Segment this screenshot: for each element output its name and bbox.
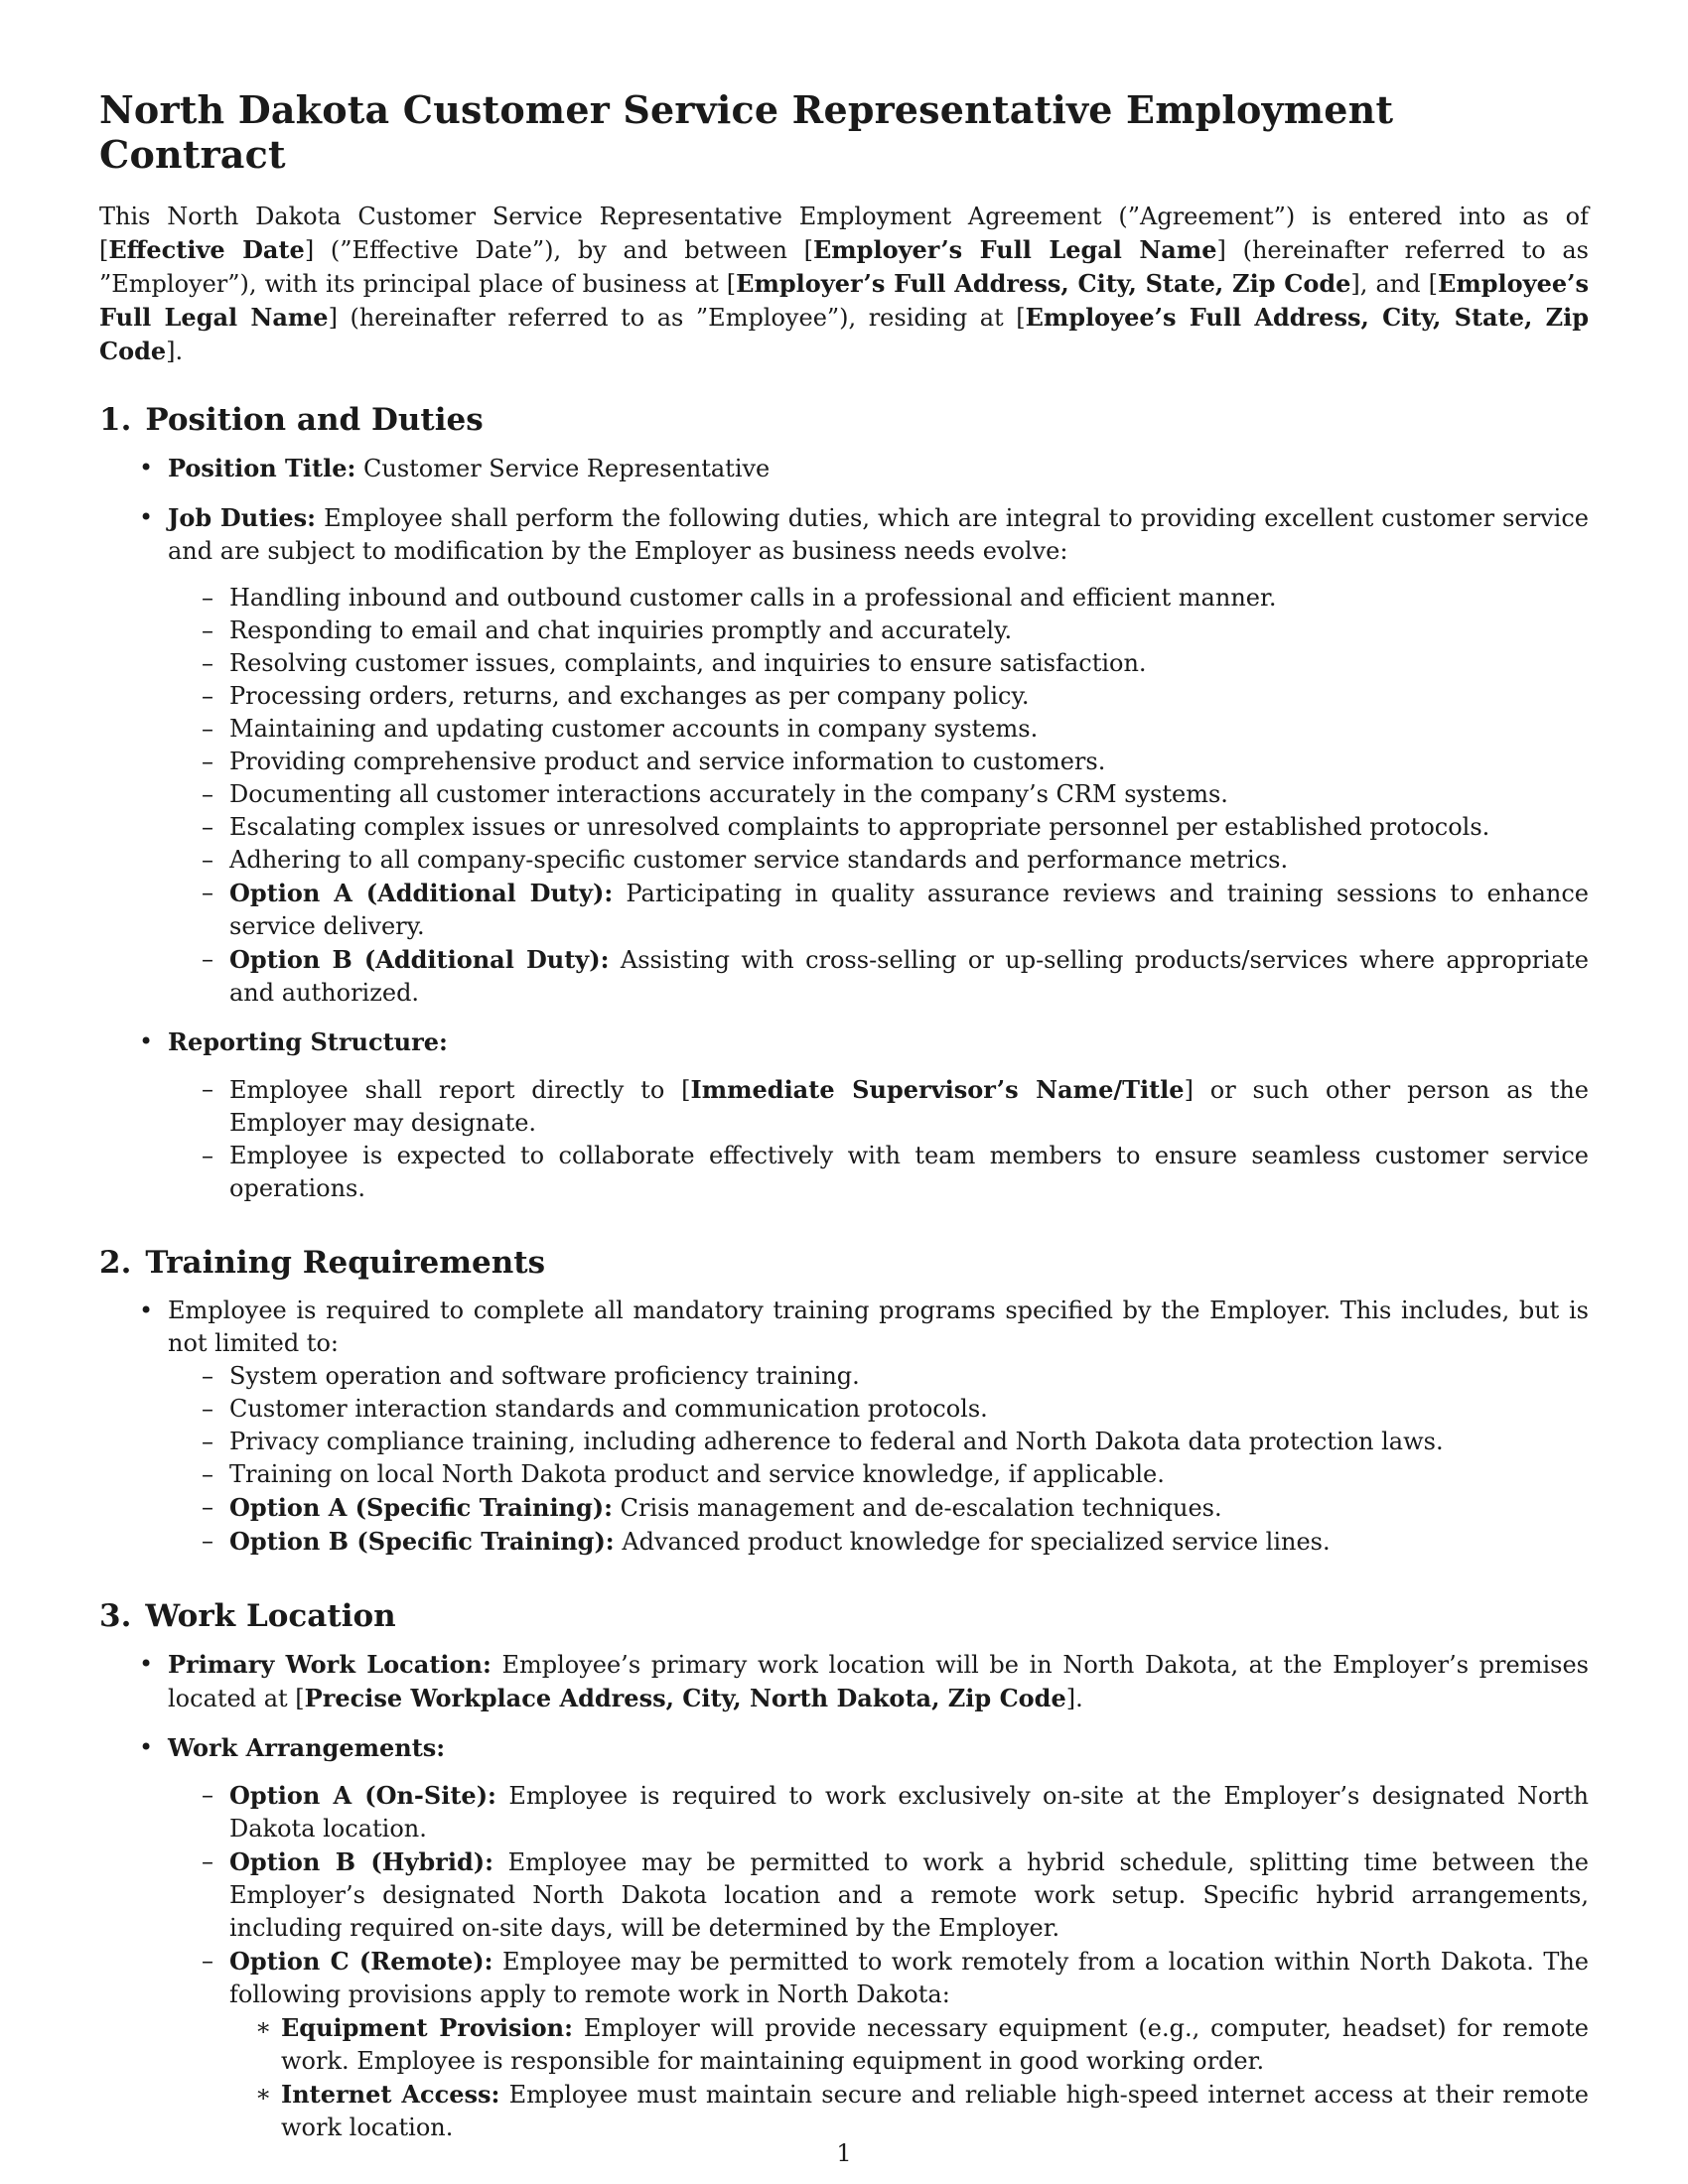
remote-provisions-list [229,2011,1589,2144]
list-item: – Employee shall report directly to [Immediate Supervisor’s Name/Title] or such other person as the Employer may designate. [168,1073,1589,1140]
section-position-and-duties [99,402,1589,1205]
employee-address-placeholder: Employee’s Full Address, City, State, Zip Code [99,303,1589,365]
employer-address-placeholder: Employer’s Full Address, City, State, Zip Code [736,269,1351,298]
list-item: – System operation and software proficiency training. [168,1360,1589,1393]
section-list [99,1648,1589,2144]
list-item: – Employee is expected to collaborate effectively with team members to ensure seamless customer service operations. [168,1140,1589,1205]
list-item-job-duties: • Job Duties: Employee shall perform the following duties, which are integral to providing excellent customer service and are subject to modification by the Employer as business needs evolve: – Handling inbound and outbound customer calls in a professional and efficient manner. – Responding to email and chat inquiries promptly and accurately. – Resolving customer issues, complaints, and inquiries to ensure satisfaction. – Processing orders, returns, and exchanges as per company policy. – Maintaining and updating customer accounts in company systems. – Providing comprehensive product and service information to customers. – Documenting all customer interactions accurately in the company’s CRM systems. – Escalating complex issues or unresolved complaints to appropriate personnel per established protocols. – Adhering to all company-specific customer service standards and performance metrics. – Option A (Additional Duty): Participating in quality assurance reviews and training sessions to enhance service delivery. – Option B (Additional Duty): Assisting with cross-selling or up-selling products/services where appropriate and authorized. [99,501,1589,1010]
list-item-option-a: – Option A (Additional Duty): Participating in quality assurance reviews and training sessions to enhance service delivery. [168,877,1589,943]
employee-name-placeholder: Employee’s Full Legal Name [99,269,1589,332]
section-training-requirements [99,1245,1589,1559]
list-item-option-b: – Option B (Additional Duty): Assisting with cross-selling or up-selling products/services where appropriate and authorized. [168,943,1589,1010]
list-item: – Maintaining and updating customer accounts in company systems. [168,713,1589,746]
section-list [99,1295,1589,1559]
document-page [99,87,1589,2184]
list-item-primary-location: • Primary Work Location: Employee’s primary work location will be in North Dakota, at the Employer’s premises located at [Precise Workplace Address, City, North Dakota, Zip Code]. [99,1648,1589,1715]
list-item: – Providing comprehensive product and service information to customers. [168,746,1589,778]
duties-list [168,582,1589,1010]
workplace-address-placeholder: Precise Workplace Address, City, North Dakota, Zip Code [304,1684,1066,1712]
list-item-option-a: – Option A (On-Site): Employee is required to work exclusively on-site at the Employer’s designated North Dakota location. [168,1779,1589,1845]
section-heading: 1. Position and Duties [99,402,484,438]
list-item-training: • Employee is required to complete all mandatory training programs specified by the Employer. This includes, but is not limited to: – System operation and software proficiency training. – Customer interaction standards and communication protocols. – Privacy compliance training, including adherence to federal and North Dakota data protection laws. – Training on local North Dakota product and service knowledge, if applicable. – Option A (Specific Training): Crisis management and de-escalation techniques. – Option B (Specific Training): Advanced product knowledge for specialized service lines. [99,1295,1589,1559]
document-title: North Dakota Customer Service Representative Employment Contract [99,87,1394,177]
employer-name-placeholder: Employer’s Full Legal Name [812,235,1217,264]
section-work-location [99,1598,1589,2144]
list-item-option-c: – Option C (Remote): Employee may be permitted to work remotely from a location within North Dakota. The following provisions apply to remote work in North Dakota: ∗ Equipment Provision: Employer will provide necessary equipment (e.g., computer, headset) for remote work. Employee is responsible for maintaining equipment in good working order. ∗ Internet Access: Employee must maintain secure and reliable high-speed internet access at their remote work location. [168,1945,1589,2144]
section-heading: 3. Work Location [99,1598,396,1634]
list-item-option-b: – Option B (Specific Training): Advanced product knowledge for specialized service lines. [168,1525,1589,1559]
list-item-option-b: – Option B (Hybrid): Employee may be permitted to work a hybrid schedule, splitting time between the Employer’s designated North Dakota location and a remote work setup. Specific hybrid arrangements, including required on-site days, will be determined by the Employer. [168,1845,1589,1945]
section-list [99,452,1589,1205]
list-item: – Escalating complex issues or unresolved complaints to appropriate personnel per established protocols. [168,811,1589,844]
page-number: 1 [836,2139,852,2167]
list-item-work-arrangements: • Work Arrangements: – Option A (On-Site): Employee is required to work exclusively on-site at the Employer’s designated North Dakota location. – Option B (Hybrid): Employee may be permitted to work a hybrid schedule, splitting time between the Employer’s designated North Dakota location and a remote work setup. Specific hybrid arrangements, including required on-site days, will be determined by the Employer. – Option C (Remote): Employee may be permitted to work remotely from a location within North Dakota. The following provisions apply to remote work in North Dakota: ∗ Equipment Provision: Employer will provide necessary equipment (e.g., computer, headset) for remote work. Employee is responsible for maintaining equipment in good working order. ∗ Internet Access: Employee must maintain secure and reliable high-speed internet access at their remote work location. [99,1731,1589,2144]
list-item: – Processing orders, returns, and exchanges as per company policy. [168,680,1589,713]
arrangements-list [168,1779,1589,2144]
list-item: – Documenting all customer interactions accurately in the company’s CRM systems. [168,778,1589,811]
section-heading: 2. Training Requirements [99,1245,546,1281]
list-item-reporting-structure: • Reporting Structure: – Employee shall report directly to [Immediate Supervisor’s Name/Title] or such other person as the Employer may designate. – Employee is expected to collaborate effectively with team members to ensure seamless customer service operations. [99,1025,1589,1205]
list-item: – Resolving customer issues, complaints, and inquiries to ensure satisfaction. [168,647,1589,680]
list-item-internet: ∗ Internet Access: Employee must maintain secure and reliable high-speed internet access at their remote work location. [229,2078,1589,2144]
list-item-option-a: – Option A (Specific Training): Crisis management and de-escalation techniques. [168,1491,1589,1525]
list-item: – Adhering to all company-specific customer service standards and performance metrics. [168,844,1589,877]
list-item: – Handling inbound and outbound customer calls in a professional and efficient manner. [168,582,1589,614]
list-item-position-title: • Position Title: Customer Service Representative [99,452,1589,485]
intro-paragraph: This North Dakota Customer Service Representative Employment Agreement (”Agreement”) is entered into as of [Effective Date] (”Effective Date”), by and between [Employer’s Full Legal Name] (hereinafter referred to as ”Employer”), with its principal place of business at [Employer’s Full Address, City, State, Zip Code], and [Employee’s Full Legal Name] (hereinafter referred to as ”Employee”), residing at [Employee’s Full Address, City, State, Zip Code]. [99,203,1590,365]
effective-date-placeholder: Effective Date [108,235,305,264]
list-item: – Privacy compliance training, including adherence to federal and North Dakota data protection laws. [168,1426,1589,1458]
reporting-list [168,1073,1589,1205]
supervisor-placeholder: Immediate Supervisor’s Name/Title [690,1075,1185,1104]
list-item: – Training on local North Dakota product and service knowledge, if applicable. [168,1458,1589,1491]
list-item: – Customer interaction standards and communication protocols. [168,1393,1589,1426]
list-item: – Responding to email and chat inquiries promptly and accurately. [168,614,1589,647]
training-list [168,1360,1589,1559]
list-item-equipment: ∗ Equipment Provision: Employer will provide necessary equipment (e.g., computer, headset) for remote work. Employee is responsible for maintaining equipment in good working order. [229,2011,1589,2078]
